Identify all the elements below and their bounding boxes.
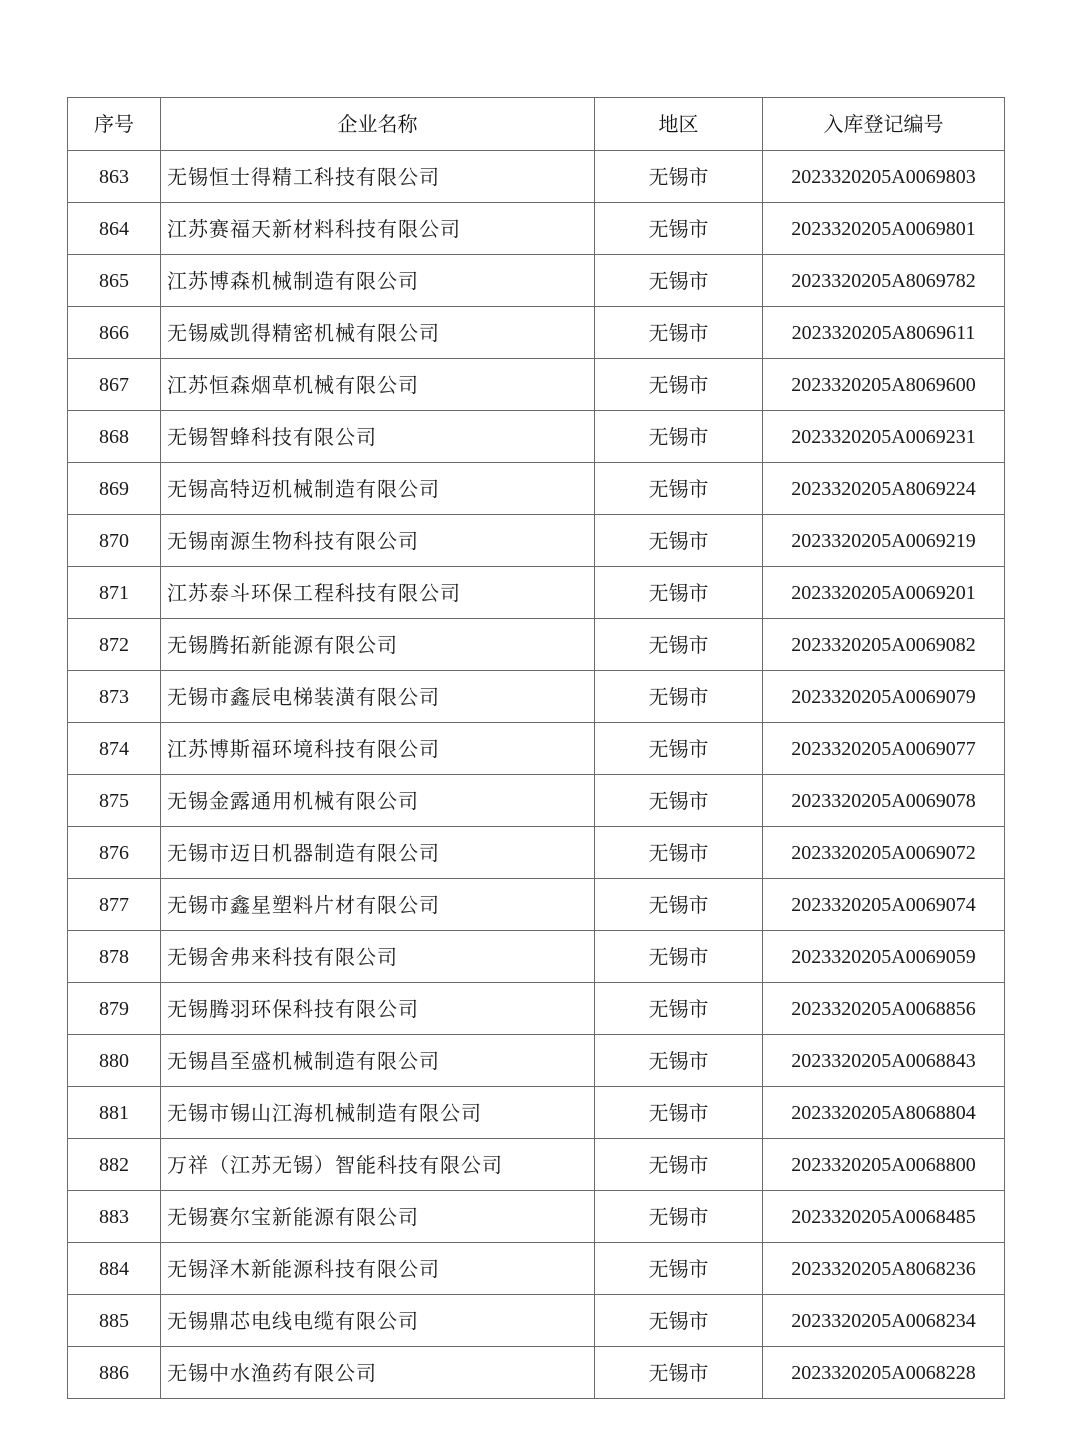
- table-row: [68, 931, 1005, 983]
- row-seq: 886: [68, 1347, 161, 1399]
- row-region: 无锡市: [595, 671, 763, 723]
- row-seq: 868: [68, 411, 161, 463]
- row-region: 无锡市: [595, 203, 763, 255]
- table-row: [68, 463, 1005, 515]
- row-seq: 881: [68, 1087, 161, 1139]
- row-registration-number: 2023320205A0069077: [763, 723, 1005, 775]
- row-region: 无锡市: [595, 515, 763, 567]
- row-seq: 869: [68, 463, 161, 515]
- row-company-name: 无锡赛尔宝新能源有限公司: [161, 1191, 595, 1243]
- row-seq: 874: [68, 723, 161, 775]
- row-region: 无锡市: [595, 255, 763, 307]
- row-region: 无锡市: [595, 307, 763, 359]
- row-company-name: 无锡市锡山江海机械制造有限公司: [161, 1087, 595, 1139]
- row-region: 无锡市: [595, 723, 763, 775]
- row-registration-number: 2023320205A0069803: [763, 151, 1005, 203]
- row-company-name: 无锡中水渔药有限公司: [161, 1347, 595, 1399]
- row-company-name: 万祥（江苏无锡）智能科技有限公司: [161, 1139, 595, 1191]
- row-registration-number: 2023320205A0069801: [763, 203, 1005, 255]
- row-registration-number: 2023320205A0069231: [763, 411, 1005, 463]
- row-company-name: 无锡腾羽环保科技有限公司: [161, 983, 595, 1035]
- row-registration-number: 2023320205A8069600: [763, 359, 1005, 411]
- table-row: [68, 1139, 1005, 1191]
- table-row: [68, 671, 1005, 723]
- row-region: 无锡市: [595, 1295, 763, 1347]
- row-registration-number: 2023320205A8068804: [763, 1087, 1005, 1139]
- row-seq: 883: [68, 1191, 161, 1243]
- table-row: [68, 983, 1005, 1035]
- row-seq: 864: [68, 203, 161, 255]
- table-row: [68, 567, 1005, 619]
- row-company-name: 无锡市鑫辰电梯装潢有限公司: [161, 671, 595, 723]
- row-company-name: 无锡鼎芯电线电缆有限公司: [161, 1295, 595, 1347]
- row-registration-number: 2023320205A0068856: [763, 983, 1005, 1035]
- row-registration-number: 2023320205A0068228: [763, 1347, 1005, 1399]
- row-company-name: 无锡市鑫星塑料片材有限公司: [161, 879, 595, 931]
- table-row: [68, 1347, 1005, 1399]
- row-seq: 863: [68, 151, 161, 203]
- row-seq: 871: [68, 567, 161, 619]
- row-seq: 872: [68, 619, 161, 671]
- row-seq: 880: [68, 1035, 161, 1087]
- header-region: 地区: [595, 98, 763, 151]
- table-body: [68, 151, 1005, 1399]
- row-region: 无锡市: [595, 827, 763, 879]
- enterprise-registry-table: [67, 97, 1005, 1399]
- row-seq: 873: [68, 671, 161, 723]
- table-row: [68, 515, 1005, 567]
- row-registration-number: 2023320205A0068800: [763, 1139, 1005, 1191]
- row-registration-number: 2023320205A0068485: [763, 1191, 1005, 1243]
- row-company-name: 无锡腾拓新能源有限公司: [161, 619, 595, 671]
- header-registration-number: 入库登记编号: [763, 98, 1005, 151]
- row-registration-number: 2023320205A8069782: [763, 255, 1005, 307]
- row-region: 无锡市: [595, 775, 763, 827]
- row-registration-number: 2023320205A0068843: [763, 1035, 1005, 1087]
- row-registration-number: 2023320205A8068236: [763, 1243, 1005, 1295]
- row-seq: 870: [68, 515, 161, 567]
- row-company-name: 江苏博斯福环境科技有限公司: [161, 723, 595, 775]
- row-region: 无锡市: [595, 619, 763, 671]
- row-seq: 867: [68, 359, 161, 411]
- table-row: [68, 619, 1005, 671]
- table-row: [68, 827, 1005, 879]
- row-seq: 877: [68, 879, 161, 931]
- row-seq: 875: [68, 775, 161, 827]
- row-company-name: 江苏泰斗环保工程科技有限公司: [161, 567, 595, 619]
- table-header: [68, 98, 1005, 151]
- row-company-name: 无锡舍弗来科技有限公司: [161, 931, 595, 983]
- row-company-name: 无锡金露通用机械有限公司: [161, 775, 595, 827]
- row-company-name: 无锡恒士得精工科技有限公司: [161, 151, 595, 203]
- table-row: [68, 723, 1005, 775]
- row-company-name: 江苏博森机械制造有限公司: [161, 255, 595, 307]
- table-row: [68, 151, 1005, 203]
- row-company-name: 无锡高特迈机械制造有限公司: [161, 463, 595, 515]
- table-row: [68, 775, 1005, 827]
- row-seq: 882: [68, 1139, 161, 1191]
- row-registration-number: 2023320205A0068234: [763, 1295, 1005, 1347]
- row-company-name: 江苏恒森烟草机械有限公司: [161, 359, 595, 411]
- row-region: 无锡市: [595, 1347, 763, 1399]
- row-seq: 865: [68, 255, 161, 307]
- table-row: [68, 307, 1005, 359]
- row-registration-number: 2023320205A0069059: [763, 931, 1005, 983]
- row-company-name: 无锡市迈日机器制造有限公司: [161, 827, 595, 879]
- row-region: 无锡市: [595, 1139, 763, 1191]
- row-company-name: 无锡泽木新能源科技有限公司: [161, 1243, 595, 1295]
- header-seq: 序号: [68, 98, 161, 151]
- table-row: [68, 255, 1005, 307]
- row-region: 无锡市: [595, 983, 763, 1035]
- row-region: 无锡市: [595, 1087, 763, 1139]
- row-registration-number: 2023320205A0069201: [763, 567, 1005, 619]
- table-row: [68, 1035, 1005, 1087]
- row-registration-number: 2023320205A0069082: [763, 619, 1005, 671]
- row-registration-number: 2023320205A0069078: [763, 775, 1005, 827]
- row-registration-number: 2023320205A0069074: [763, 879, 1005, 931]
- row-seq: 879: [68, 983, 161, 1035]
- table-row: [68, 411, 1005, 463]
- row-seq: 866: [68, 307, 161, 359]
- row-registration-number: 2023320205A0069072: [763, 827, 1005, 879]
- row-seq: 884: [68, 1243, 161, 1295]
- table-row: [68, 1243, 1005, 1295]
- row-region: 无锡市: [595, 151, 763, 203]
- row-company-name: 江苏赛福天新材料科技有限公司: [161, 203, 595, 255]
- row-company-name: 无锡昌至盛机械制造有限公司: [161, 1035, 595, 1087]
- row-company-name: 无锡智蜂科技有限公司: [161, 411, 595, 463]
- row-region: 无锡市: [595, 1243, 763, 1295]
- table-row: [68, 1295, 1005, 1347]
- row-region: 无锡市: [595, 463, 763, 515]
- row-seq: 878: [68, 931, 161, 983]
- row-registration-number: 2023320205A8069224: [763, 463, 1005, 515]
- row-company-name: 无锡南源生物科技有限公司: [161, 515, 595, 567]
- row-region: 无锡市: [595, 931, 763, 983]
- header-row: [68, 98, 1005, 151]
- table-row: [68, 1087, 1005, 1139]
- row-region: 无锡市: [595, 567, 763, 619]
- row-region: 无锡市: [595, 1191, 763, 1243]
- row-registration-number: 2023320205A0069079: [763, 671, 1005, 723]
- row-company-name: 无锡威凯得精密机械有限公司: [161, 307, 595, 359]
- table-row: [68, 203, 1005, 255]
- row-registration-number: 2023320205A8069611: [763, 307, 1005, 359]
- row-region: 无锡市: [595, 359, 763, 411]
- row-region: 无锡市: [595, 879, 763, 931]
- header-company-name: 企业名称: [161, 98, 595, 151]
- row-region: 无锡市: [595, 1035, 763, 1087]
- table-row: [68, 1191, 1005, 1243]
- table-row: [68, 879, 1005, 931]
- row-registration-number: 2023320205A0069219: [763, 515, 1005, 567]
- row-seq: 885: [68, 1295, 161, 1347]
- row-seq: 876: [68, 827, 161, 879]
- table-row: [68, 359, 1005, 411]
- row-region: 无锡市: [595, 411, 763, 463]
